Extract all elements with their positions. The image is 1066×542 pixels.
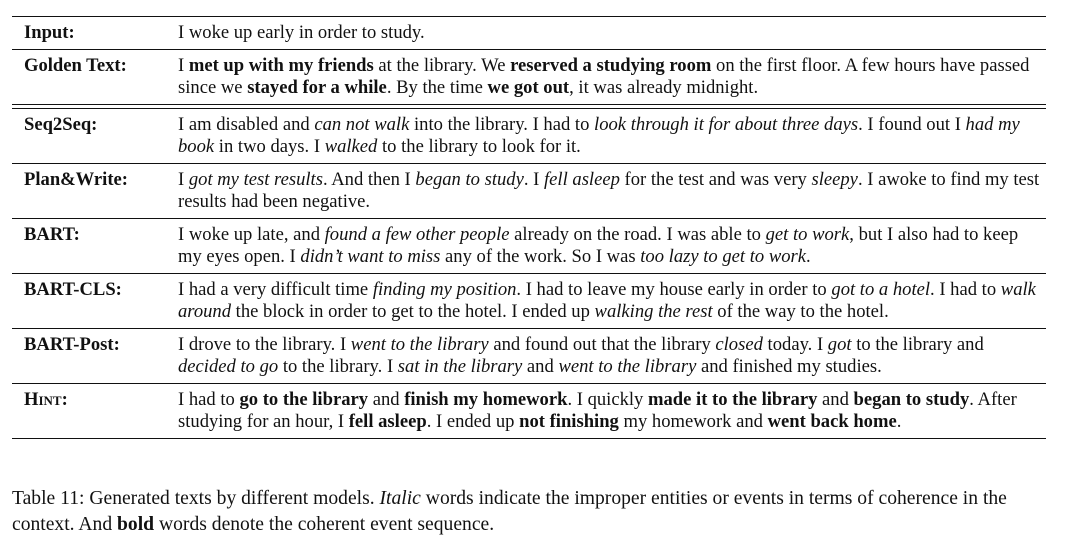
text-segment: I drove to the library. I (178, 333, 351, 355)
text-segment: I had a very difficult time (178, 278, 373, 300)
text-segment: at the library. We (373, 54, 511, 76)
text-segment: today. I (762, 333, 828, 355)
italic-phrase: sat in the library (397, 356, 523, 377)
italic-phrase: went to the library (350, 333, 489, 355)
row-label-plan-write: Plan&Write: (24, 168, 128, 190)
text-segment: and found out that the library (488, 333, 716, 355)
row-text-seq2seq (178, 114, 1046, 159)
caption-italic-word: Italic (379, 488, 421, 509)
text-segment: . I found out I (858, 113, 966, 135)
bold-phrase: go to the library (239, 388, 369, 410)
text-segment: I woke up early in order to study. (178, 22, 425, 43)
text-segment: to the library and (851, 333, 984, 355)
row-text-hint (178, 389, 1046, 434)
text-segment: my homework and (618, 411, 768, 432)
text-segment: I (178, 54, 189, 76)
table-row (12, 164, 1046, 218)
text-segment: . I quickly (567, 388, 648, 410)
table-row (12, 50, 1046, 104)
row-label-seq2seq: Seq2Seq: (24, 113, 98, 135)
text-segment: and (368, 388, 405, 410)
table-bottom-rule (12, 438, 1046, 439)
text-segment: . And then I (322, 168, 416, 190)
text-segment: . I had to (930, 278, 1001, 300)
bold-phrase: we got out (487, 77, 570, 98)
table-row (12, 219, 1046, 273)
text-segment: in two days. I (214, 136, 325, 157)
italic-phrase: closed (715, 333, 763, 355)
row-text-bart-cls (178, 279, 1046, 324)
text-segment: already on the road. I was able to (509, 223, 766, 245)
text-segment: to the library to look for it. (377, 136, 581, 157)
text-segment: any of the work. So I was (440, 246, 641, 267)
row-label-golden-text: Golden Text: (24, 54, 127, 76)
text-segment: , but I also had to keep my eyes open. I (178, 223, 1019, 267)
text-segment: . (806, 246, 811, 267)
text-segment: of the way to the hotel. (712, 301, 889, 322)
bold-phrase: reserved a studying room (510, 54, 712, 76)
italic-phrase: didn’t want to miss (300, 246, 441, 267)
text-segment: to the library. I (278, 356, 398, 377)
row-text-input (178, 22, 1046, 45)
caption-bold-word: bold (117, 514, 155, 535)
table-row (12, 329, 1046, 383)
text-segment: and (817, 388, 854, 410)
italic-phrase: got (827, 333, 852, 355)
caption-part-3: words denote the coherent event sequence. (154, 514, 495, 535)
italic-phrase: look through it for about three days (594, 113, 859, 135)
table-row (12, 109, 1046, 163)
italic-phrase: sleepy (811, 168, 858, 190)
text-segment: . After studying for an hour, I (178, 388, 1017, 432)
row-text-golden-text (178, 55, 1046, 100)
text-segment: and finished my studies. (696, 356, 882, 377)
text-segment: . I had to leave my house early in order to (516, 278, 832, 300)
bold-phrase: went back home (767, 411, 897, 432)
italic-phrase: decided to go (178, 356, 279, 377)
bold-phrase: began to study (853, 388, 970, 410)
row-label-bart-cls: BART-CLS: (24, 278, 122, 300)
text-segment: I had to (178, 388, 240, 410)
italic-phrase: get to work (765, 223, 850, 245)
table-row (12, 274, 1046, 328)
text-segment: . I (523, 168, 544, 190)
text-segment: . I ended up (426, 411, 520, 432)
italic-phrase: had my book (178, 113, 1020, 157)
italic-phrase: fell asleep (544, 168, 620, 190)
row-label-input: Input: (24, 22, 75, 43)
italic-phrase: got to a hotel (831, 278, 931, 300)
row-text-plan-write (178, 169, 1046, 214)
italic-phrase: went to the library (558, 356, 697, 377)
row-label-bart-post: BART-Post: (24, 333, 120, 355)
caption-part-2: words indicate the improper entities or events in terms of coherence in the context. And (12, 488, 1007, 535)
italic-phrase: can not walk (314, 113, 410, 135)
italic-phrase: walk around (178, 278, 1036, 322)
caption-part-1: Table 11: Generated texts by different models. (12, 488, 380, 509)
text-segment: , it was already midnight. (569, 77, 759, 98)
italic-phrase: began to study (415, 168, 524, 190)
italic-phrase: too lazy to get to work (640, 246, 807, 267)
bold-phrase: met up with my friends (188, 54, 374, 76)
italic-phrase: walked (324, 136, 378, 157)
text-segment: I woke up late, and (178, 223, 325, 245)
bold-phrase: finish my homework (404, 388, 568, 410)
bold-phrase: made it to the library (648, 388, 818, 410)
text-segment: . I awoke to find my test results had been negative. (178, 168, 1040, 212)
table-row (12, 17, 1046, 49)
italic-phrase: found a few other people (324, 223, 510, 245)
text-segment: I (178, 168, 189, 190)
row-label-hint: Hint: (24, 388, 68, 410)
bold-phrase: stayed for a while (247, 77, 387, 98)
row-text-bart-post (178, 334, 1046, 379)
text-segment: on the first floor. A few hours have passed since we (178, 54, 1030, 98)
text-segment: . (896, 411, 902, 432)
bold-phrase: fell asleep (348, 411, 427, 432)
row-label-bart: BART: (24, 223, 80, 245)
results-table (12, 16, 1046, 439)
text-segment: the block in order to get to the hotel. I ended up (231, 301, 595, 322)
italic-phrase: walking the rest (594, 301, 713, 322)
italic-phrase: finding my position (372, 278, 517, 300)
italic-phrase: got my test results (188, 168, 323, 190)
text-segment: into the library. I had to (409, 113, 595, 135)
row-text-bart (178, 224, 1046, 269)
bold-phrase: not finishing (519, 411, 619, 432)
text-segment: and (522, 356, 559, 377)
text-segment: I am disabled and (178, 113, 315, 135)
table-caption (12, 486, 1052, 538)
table-row (12, 384, 1046, 438)
text-segment: for the test and was very (619, 168, 812, 190)
text-segment: . By the time (386, 77, 488, 98)
